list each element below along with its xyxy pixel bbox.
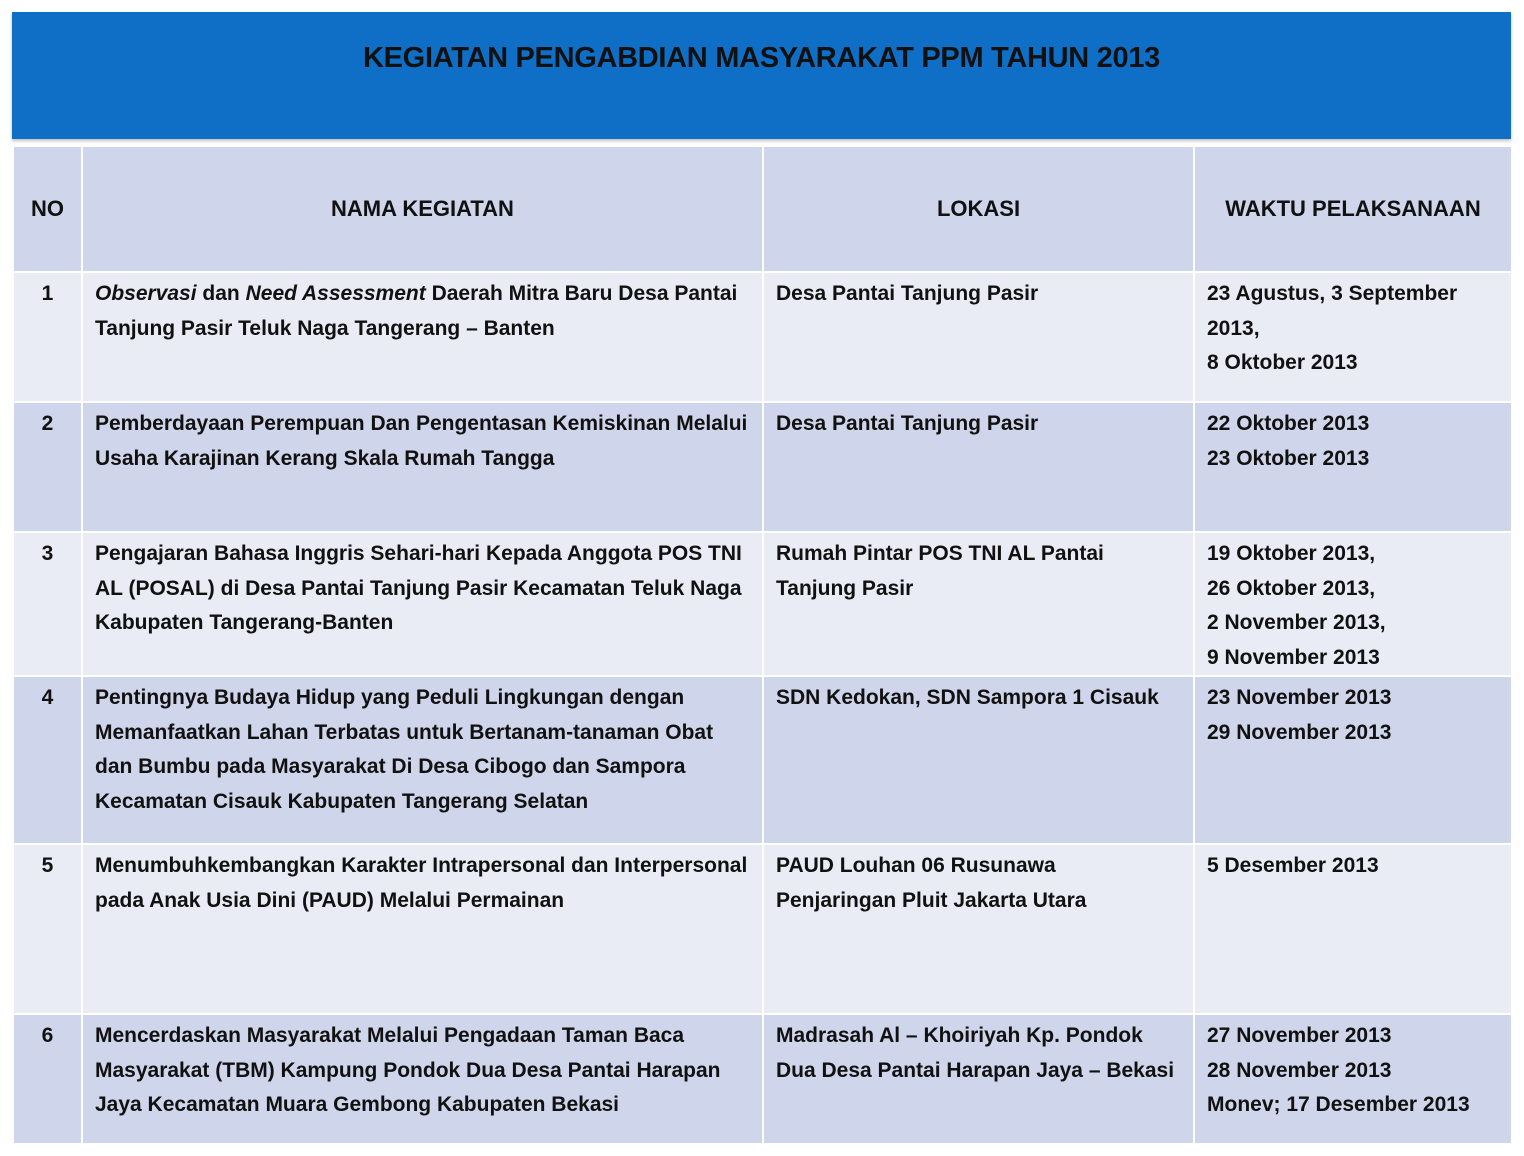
table-row [13,1014,1512,1144]
activity-name-italic: Observasi [95,282,197,305]
column-header-waktu: WAKTU PELAKSANAAN [1194,146,1512,272]
activity-location: Rumah Pintar POS TNI AL Pantai Tanjung Pasir [763,532,1194,676]
date-line: 29 November 2013 [1207,720,1392,744]
table-row [13,272,1512,402]
table-row [13,676,1512,844]
date-line: 28 November 2013 [1207,1058,1392,1082]
row-number: 2 [13,402,82,532]
activity-dates [1194,532,1512,676]
row-number: 3 [13,532,82,676]
activity-location: Madrasah Al – Khoiriyah Kp. Pondok Dua Desa Pantai Harapan Jaya – Bekasi [763,1014,1194,1144]
row-number: 1 [13,272,82,402]
column-header-nama: NAMA KEGIATAN [82,146,763,272]
activity-name: Pentingnya Budaya Hidup yang Peduli Lingkungan dengan Memanfaatkan Lahan Terbatas untuk Bertanam-tanaman Obat dan Bumbu pada Masyarakat Di Desa Cibogo dan Sampora Kecamatan Cisauk Kabupaten Tangerang Selatan [82,676,763,844]
activity-dates [1194,402,1512,532]
date-line: 23 November 2013 [1207,686,1392,709]
date-line: Monev; 17 Desember 2013 [1207,1093,1470,1116]
activity-location: PAUD Louhan 06 Rusunawa Penjaringan Pluit Jakarta Utara [763,844,1194,1014]
activity-name: Menumbuhkembangkan Karakter Intrapersonal dan Interpersonal pada Anak Usia Dini (PAUD) Melalui Permainan [82,844,763,1014]
date-line: 26 Oktober 2013, [1207,576,1376,600]
activity-name: Mencerdaskan Masyarakat Melalui Pengadaan Taman Baca Masyarakat (TBM) Kampung Pondok Dua Desa Pantai Harapan Jaya Kecamatan Muara Gembong Kabupaten Bekasi [82,1014,763,1144]
activity-name: Pemberdayaan Perempuan Dan Pengentasan Kemiskinan Melalui Usaha Karajinan Kerang Skala Rumah Tangga [82,402,763,532]
activity-name: Pengajaran Bahasa Inggris Sehari-hari Kepada Anggota POS TNI AL (POSAL) di Desa Pantai Tanjung Pasir Kecamatan Teluk Naga Kabupaten Tangerang-Banten [82,532,763,676]
activity-location: Desa Pantai Tanjung Pasir [763,272,1194,402]
activity-location: Desa Pantai Tanjung Pasir [763,402,1194,532]
activity-name-text: Daerah Mitra Baru Desa Pantai Tanjung Pasir Teluk Naga Tangerang – Banten [95,282,738,340]
row-number: 4 [13,676,82,844]
activity-dates [1194,676,1512,844]
table-row [13,532,1512,676]
date-line: 5 Desember 2013 [1207,854,1379,877]
column-header-lokasi: LOKASI [763,146,1194,272]
table-header-row [13,146,1512,272]
activities-table [12,145,1513,1145]
date-line: 8 Oktober 2013 [1207,351,1358,374]
title-banner [12,12,1511,139]
table-row [13,402,1512,532]
date-line: 23 Agustus, 3 September 2013, [1207,282,1458,340]
date-line: 27 November 2013 [1207,1024,1392,1047]
activity-name-italic: Need Assessment [245,282,426,305]
row-number: 5 [13,844,82,1014]
activity-dates [1194,1014,1512,1144]
date-line: 19 Oktober 2013, [1207,542,1376,565]
column-header-no: NO [13,146,82,272]
table-row [13,844,1512,1014]
activity-dates [1194,272,1512,402]
date-line: 9 November 2013 [1207,645,1380,669]
activity-name [82,272,763,402]
date-line: 22 Oktober 2013 [1207,412,1370,435]
page-title: KEGIATAN PENGABDIAN MASYARAKAT PPM TAHUN 2013 [363,42,1160,74]
activity-location: SDN Kedokan, SDN Sampora 1 Cisauk [763,676,1194,844]
activity-dates [1194,844,1512,1014]
activity-name-text: dan [196,282,246,305]
date-line: 23 Oktober 2013 [1207,446,1370,470]
date-line: 2 November 2013, [1207,611,1386,634]
row-number: 6 [13,1014,82,1144]
